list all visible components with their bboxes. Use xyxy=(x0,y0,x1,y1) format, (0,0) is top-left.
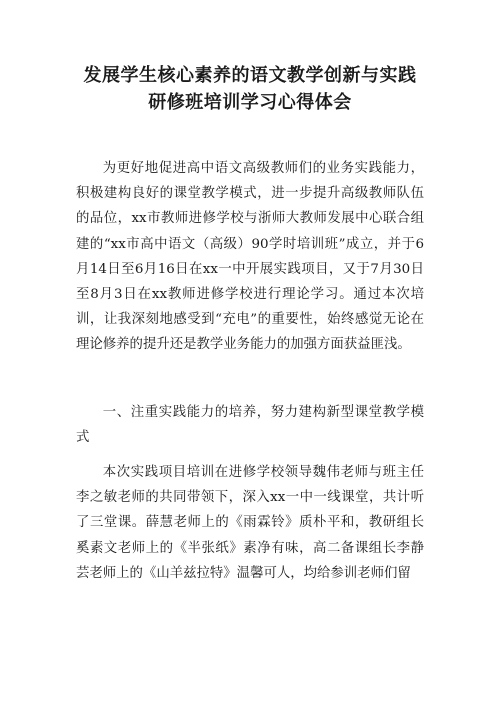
title-line-2: 研修班培训学习心得体会 xyxy=(148,92,352,113)
document-title xyxy=(76,62,424,116)
section-heading: 一、注重实践能力的培养，努力建构新型课堂教学模式 xyxy=(76,404,424,445)
body-paragraph: 本次实践项目培训在进修学校领导魏伟老师与班主任李之敏老师的共同带领下，深入xx一中一线课堂，共计听了三堂课。薛慧老师上的《雨霖铃》质朴平和，教研组长奚素文老师上的《半张纸》素净有味，高二备课组长李静芸老师上的《山羊兹拉特》温馨可人，均给参训老师们留 xyxy=(76,465,424,581)
title-line-1: 发展学生核心素养的语文教学创新与实践 xyxy=(83,65,417,86)
intro-paragraph: 为更好地促进高中语文高级教师们的业务实践能力，积极建构良好的课堂教学模式，进一步提升高级教师队伍的品位，xx市教师进修学校与浙师大教师发展中心联合组建的“xx市高中语文（高级）90学时培训班”成立，并于6月14日至6月16日在xx一中开展实践项目，又于7月30日至8月3日在xx教师进修学校进行理论学习。通过本次培训，让我深刻地感受到“充电”的重要性，始终感觉无论在理论修养的提升还是教学业务能力的加强方面获益匪浅。 xyxy=(76,161,424,353)
